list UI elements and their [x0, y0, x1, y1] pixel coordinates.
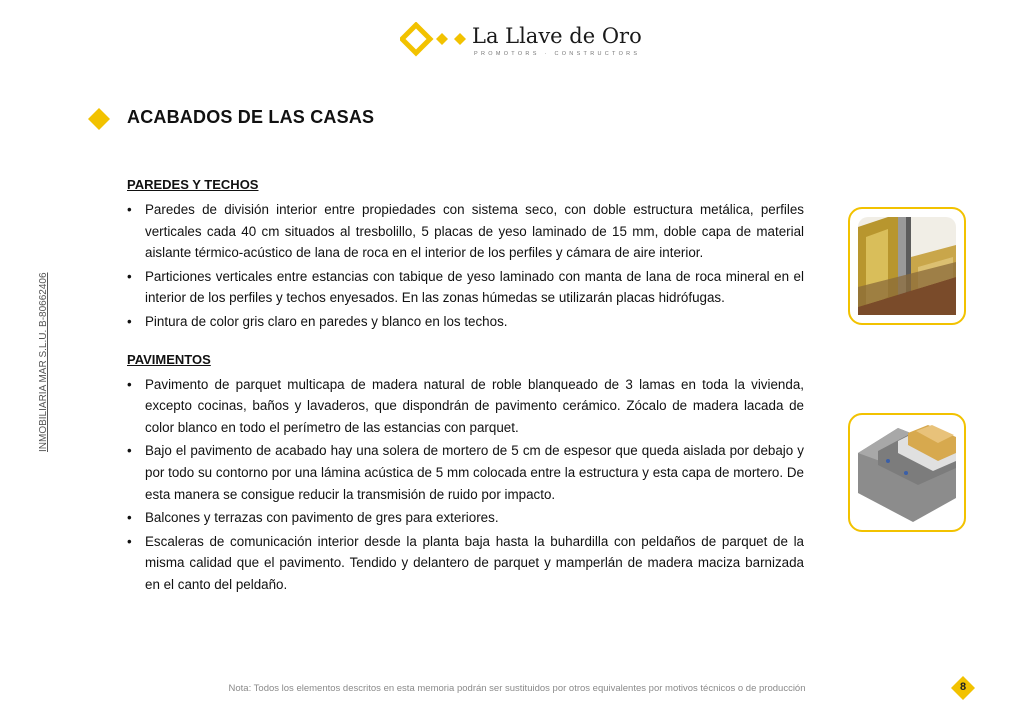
content-body: [127, 176, 804, 598]
list-item: • Pavimento de parquet multicapa de madera natural de roble blanqueado de 3 lamas en toda la vivienda, excepto cocinas, baños y lavaderos, que dispondrán de pavimento cerámico. Zócalo de madera lacada de color blanco en todo el perímetro de las estancias con parquet.: [127, 374, 804, 439]
section-paredes-techos: [127, 176, 804, 333]
bullet-list: [127, 199, 804, 333]
section-heading: PAREDES Y TECHOS: [127, 177, 259, 192]
page-title: ACABADOS DE LAS CASAS: [127, 107, 375, 127]
list-item: • Escaleras de comunicación interior desde la planta baja hasta la buhardilla con peldaños de parquet de la misma calidad que el pavimento. Tendido y delantero de parquet y mamperlán de madera maciza barnizada en el canto del peldaño.: [127, 531, 804, 596]
title-diamond-icon: [88, 108, 110, 130]
list-item: • Paredes de división interior entre propiedades con sistema seco, con doble estructura metálica, perfiles verticales cada 40 cm situados al tresbolillo, 5 placas de yeso laminado de 15 mm, doble capa de material aislante térmico-acústico de lana de roca en el interior de los perfiles y cámara de aire interior.: [127, 199, 804, 264]
logo-tagline: PROMOTORS · CONSTRUCTORS: [474, 51, 641, 57]
wall-insulation-photo: [848, 207, 966, 325]
section-pavimentos: [127, 351, 804, 596]
list-item: • Particiones verticales entre estancias con tabique de yeso laminado con manta de lana de roca mineral en el interior de los perfiles y techos enyesados. En las zonas húmedas se utilizarán placas hidrófugas.: [127, 266, 804, 309]
bullet-list: [127, 374, 804, 596]
list-item: • Pintura de color gris claro en paredes y blanco en los techos.: [127, 311, 804, 333]
page-number: 8: [959, 681, 967, 693]
section-heading: PAVIMENTOS: [127, 351, 211, 367]
list-item: • Bajo el pavimento de acabado hay una solera de mortero de 5 cm de espesor que queda aislada por debajo y por todo su contorno por una lámina acústica de 5 mm colocada entre la estructura y esta capa de mortero. De esta manera se consigue reducir la transmisión de ruido por impacto.: [127, 440, 804, 505]
page-number-badge: [951, 676, 975, 700]
floor-layers-photo: [848, 413, 966, 532]
registry-text: INMOBILIARIA MAR S.L.U. B-80662406: [38, 272, 49, 452]
logo-name: La Llave de Oro: [472, 24, 642, 48]
list-item: • Balcones y terrazas con pavimento de gres para exteriores.: [127, 507, 804, 529]
diamond-key-icon: [400, 22, 470, 58]
footer-note: Nota: Todos los elementos descritos en esta memoria podrán ser sustituidos por otros equivalentes por motivos técnicos o de producción: [228, 683, 806, 694]
